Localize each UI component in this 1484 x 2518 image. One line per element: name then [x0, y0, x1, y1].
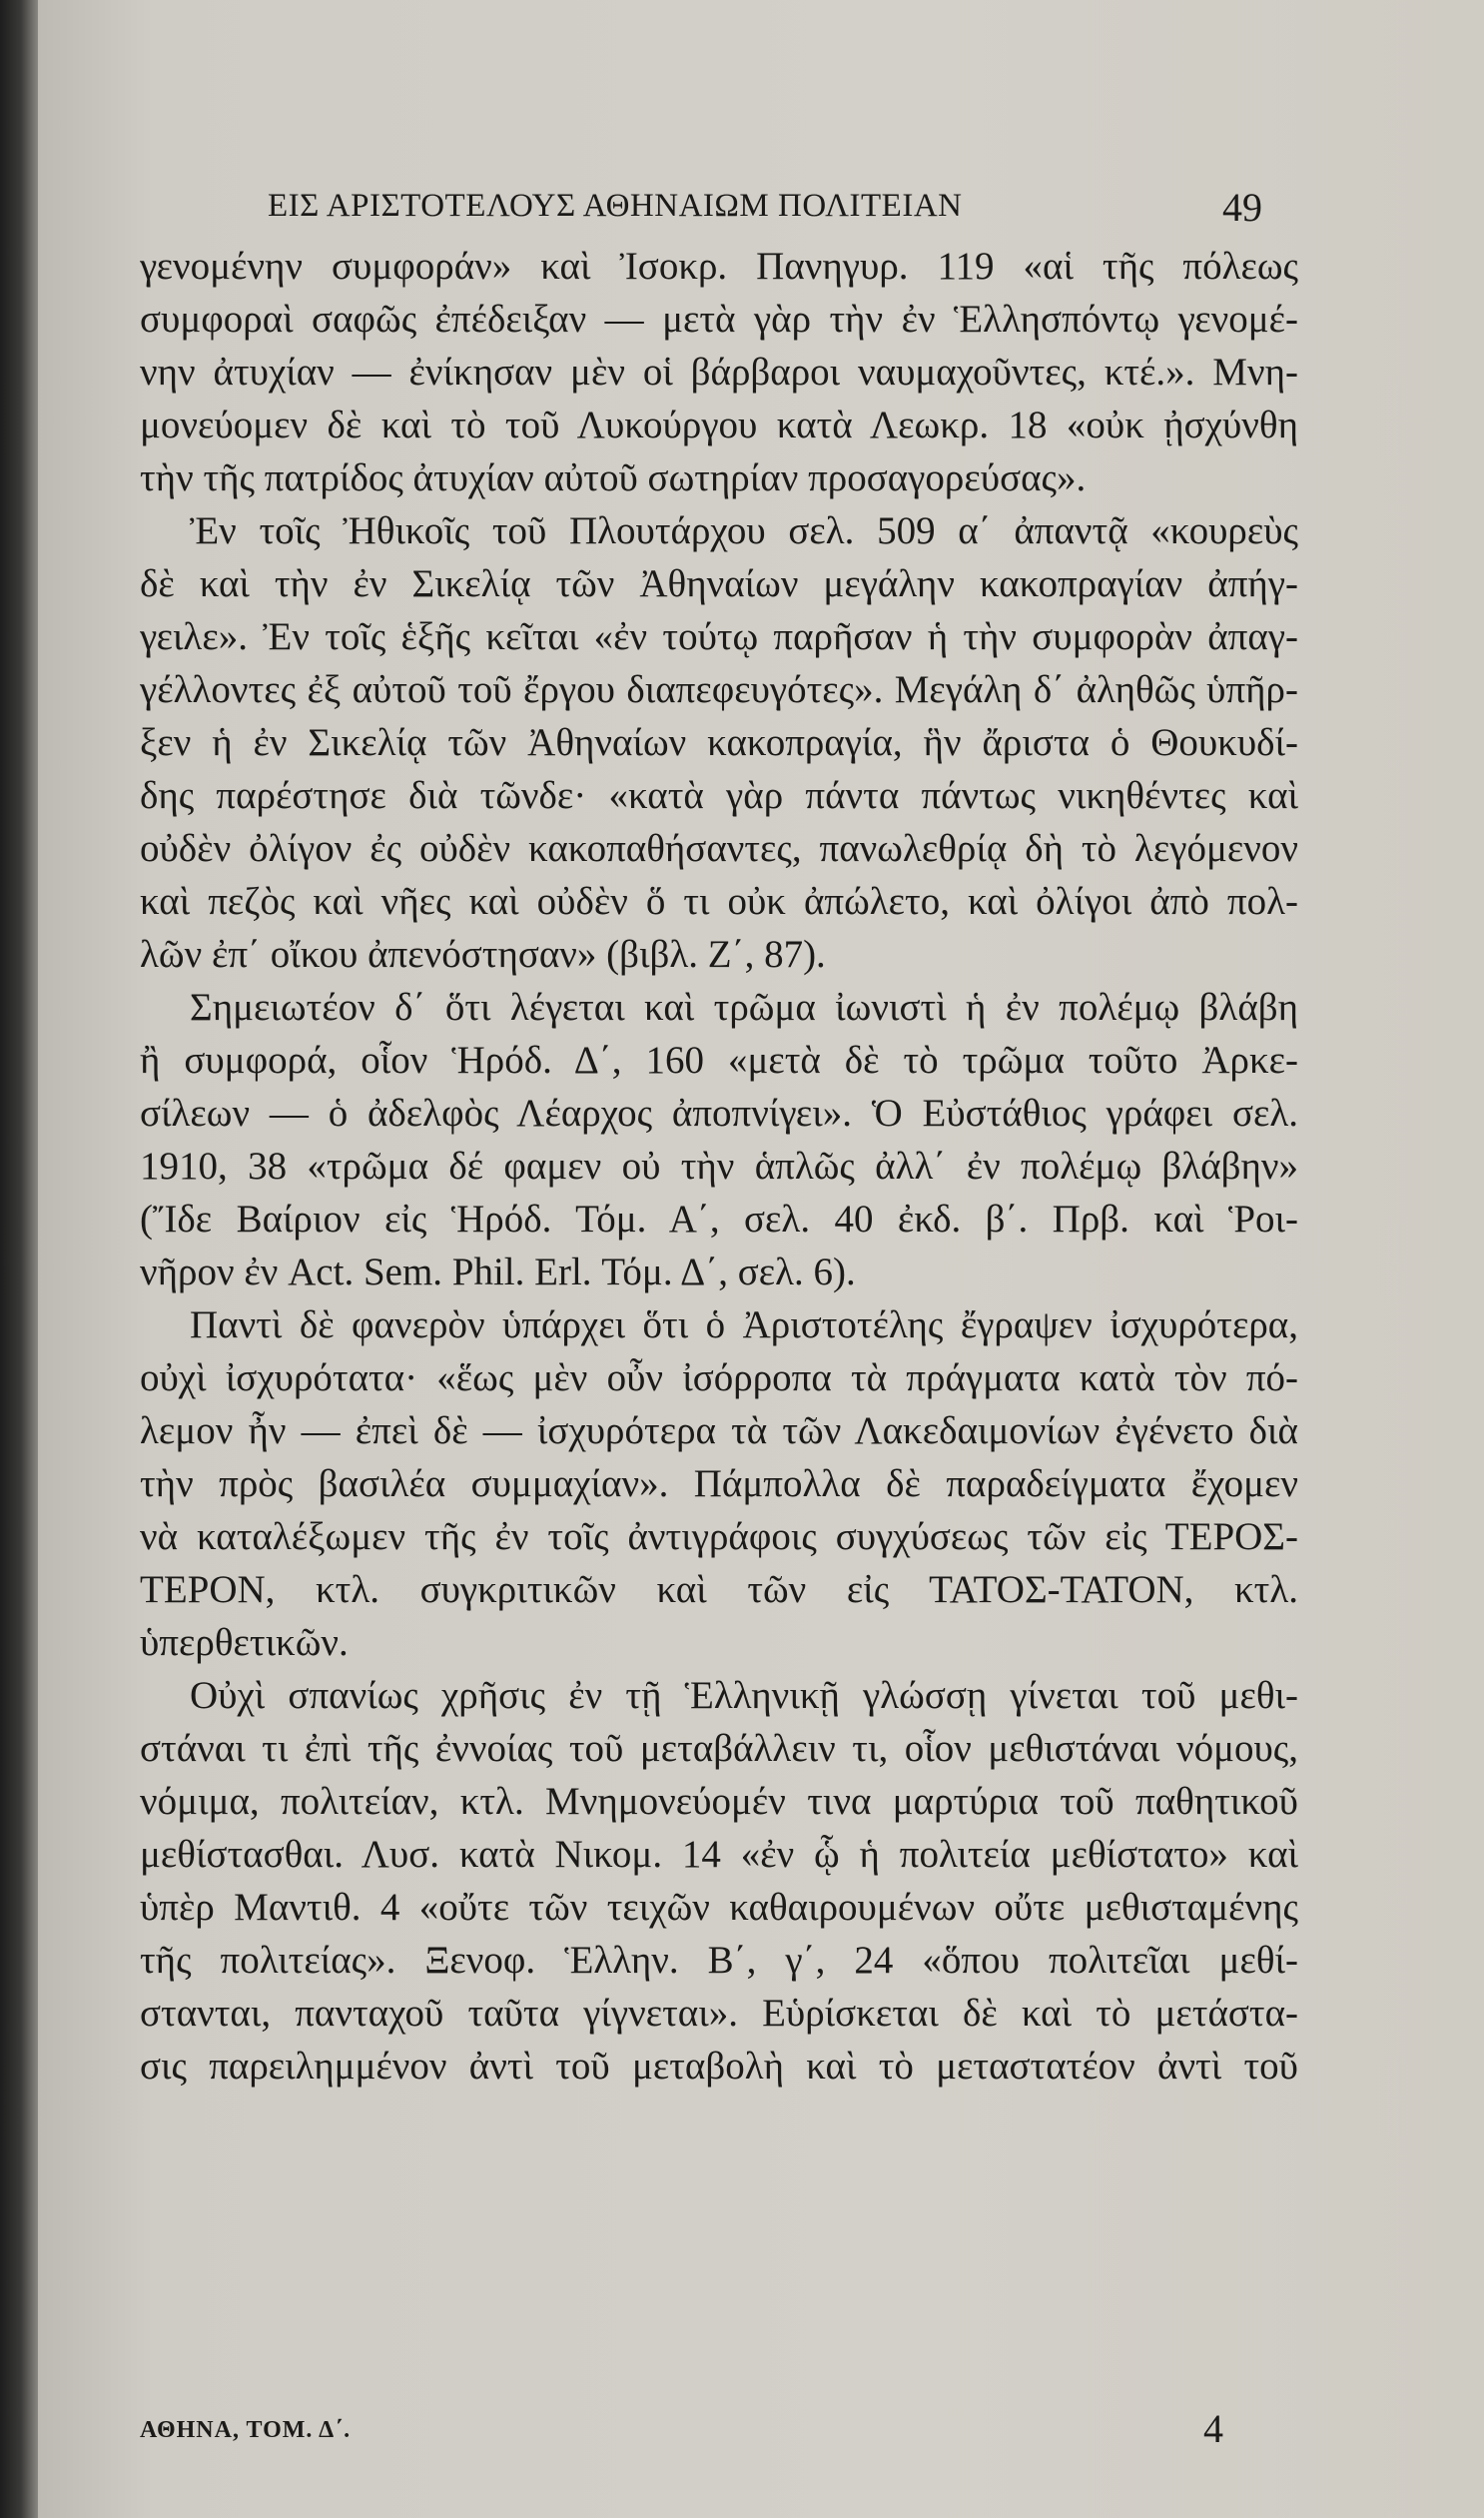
text-line: καὶ πεζὸς καὶ νῆες καὶ οὐδὲν ὅ τι οὐκ ἀπώλετο, καὶ ὀλίγοι ἀπὸ πολ-: [140, 880, 1298, 923]
text-line: στανται, πανταχοῦ ταῦτα γίγνεται». Εὑρίσκεται δὲ καὶ τὸ μετάστα-: [140, 1992, 1298, 2035]
text-line: δης παρέστησε διὰ τῶνδε· «κατὰ γὰρ πάντα πάντως νικηθέντες καὶ: [140, 774, 1298, 817]
text-line: νῆρον ἐν Act. Sem. Phil. Erl. Τόμ. Δ΄, σελ. 6).: [140, 1251, 856, 1293]
text-line: Σημειωτέον δ΄ ὅτι λέγεται καὶ τρῶμα ἰωνιστὶ ἡ ἐν πολέμῳ βλάβη: [190, 986, 1298, 1029]
text-line: τὴν τῆς πατρίδος ἀτυχίαν αὐτοῦ σωτηρίαν προσαγορεύσας».: [140, 456, 1087, 499]
signature-number: 4: [1203, 2406, 1223, 2451]
text-line: οὐδὲν ὀλίγον ἐς οὐδὲν κακοπαθήσαντες, πανωλεθρίᾳ δὴ τὸ λεγόμενον: [140, 827, 1298, 870]
text-line: νην ἀτυχίαν — ἐνίκησαν μὲν οἱ βάρβαροι ναυμαχοῦντες, κτέ.». Μνη-: [140, 351, 1298, 394]
page-footer: [140, 2406, 1298, 2457]
text-line: ἢ συμφορά, οἷον Ἡρόδ. Δ΄, 160 «μετὰ δὲ τὸ τρῶμα τοῦτο Ἀρκε-: [140, 1039, 1298, 1082]
running-title: ΕΙΣ ΑΡΙΣΤΟΤΕΛΟΥΣ ΑΘΗΝΑΙΩΜ ΠΟΛΙΤΕΙΑΝ: [268, 188, 963, 224]
text-line: 1910, 38 «τρῶμα δέ φαμεν οὐ τὴν ἁπλῶς ἀλλ΄ ἐν πολέμῳ βλάβην»: [140, 1145, 1298, 1188]
text-line: οὐχὶ ἰσχυρότατα· «ἕως μὲν οὖν ἰσόρροπα τὰ πράγματα κατὰ τὸν πό-: [140, 1356, 1298, 1399]
text-line: ΤΕΡΟΝ, κτλ. συγκριτικῶν καὶ τῶν εἰς ΤΑΤΟΣ-ΤΑΤΟΝ, κτλ.: [140, 1568, 1298, 1611]
text-line: λῶν ἐπ΄ οἴκου ἀπενόστησαν» (βιβλ. Ζ΄, 87).: [140, 933, 826, 976]
page-header: [38, 185, 1484, 230]
text-line: δὲ καὶ τὴν ἐν Σικελίᾳ τῶν Ἀθηναίων μεγάλην κακοπραγίαν ἀπήγ-: [140, 562, 1298, 605]
text-line: γέλλοντες ἐξ αὐτοῦ τοῦ ἔργου διαπεφευγότες». Μεγάλη δ΄ ἀληθῶς ὑπῆρ-: [140, 668, 1298, 711]
text-line: στάναι τι ἐπὶ τῆς ἐννοίας τοῦ μεταβάλλειν τι, οἷον μεθιστάναι νόμους,: [140, 1727, 1298, 1770]
text-line: ὑπὲρ Μαντιθ. 4 «οὔτε τῶν τειχῶν καθαιρουμένων οὔτε μεθισταμένης: [140, 1886, 1298, 1929]
text-line: (Ἴδε Βαίριον εἰς Ἡρόδ. Τόμ. Α΄, σελ. 40 ἐκδ. β΄. Πρβ. καὶ Ῥοι-: [140, 1198, 1298, 1241]
text-line: σις παρειλημμένον ἀντὶ τοῦ μεταβολὴ καὶ τὸ μεταστατέον ἀντὶ τοῦ: [140, 2045, 1298, 2088]
signature-mark: ΑΘΗΝΑ, ΤΟΜ. Δ΄.: [140, 2417, 352, 2443]
text-line: σίλεων — ὁ ἀδελφὸς Λέαρχος ἀποπνίγει». Ὁ Εὐστάθιος γράφει σελ.: [140, 1092, 1298, 1135]
text-line: λεμον ἦν — ἐπεὶ δὲ — ἰσχυρότερα τὰ τῶν Λακεδαιμονίων ἐγένετο διὰ: [140, 1409, 1298, 1452]
text-line: γειλε». Ἐν τοῖς ἑξῆς κεῖται «ἐν τούτῳ παρῆσαν ἡ τὴν συμφορὰν ἀπαγ-: [140, 615, 1298, 658]
book-spine-shadow: [0, 0, 38, 2518]
text-line: μεθίστασθαι. Λυσ. κατὰ Νικομ. 14 «ἐν ᾧ ἡ πολιτεία μεθίστατο» καὶ: [140, 1833, 1298, 1876]
text-line: νὰ καταλέξωμεν τῆς ἐν τοῖς ἀντιγράφοις συγχύσεως τῶν εἰς ΤΕΡΟΣ-: [140, 1515, 1298, 1558]
text-line: συμφοραὶ σαφῶς ἐπέδειξαν — μετὰ γὰρ τὴν ἐν Ἑλλησπόντῳ γενομέ-: [140, 298, 1298, 341]
text-line: γενομένην συμφοράν» καὶ Ἰσοκρ. Πανηγυρ. 119 «αἱ τῆς πόλεως: [140, 245, 1298, 288]
text-line: μονεύομεν δὲ καὶ τὸ τοῦ Λυκούργου κατὰ Λεωκρ. 18 «οὐκ ᾐσχύνθη: [140, 404, 1298, 446]
text-line: νόμιμα, πολιτείαν, κτλ. Μνημονεύομέν τινα μαρτύρια τοῦ παθητικοῦ: [140, 1780, 1298, 1823]
text-line: τὴν πρὸς βασιλέα συμμαχίαν». Πάμπολλα δὲ παραδείγματα ἔχομεν: [140, 1462, 1298, 1505]
page-number: 49: [1222, 185, 1262, 230]
text-line: Οὐχὶ σπανίως χρῆσις ἐν τῇ Ἑλληνικῇ γλώσσῃ γίνεται τοῦ μεθι-: [190, 1674, 1298, 1717]
book-page: [38, 0, 1484, 2518]
text-line: Ἐν τοῖς Ἠθικοῖς τοῦ Πλουτάρχου σελ. 509 α΄ ἀπαντᾷ «κουρεὺς: [190, 509, 1298, 552]
text-line: τῆς πολιτείας». Ξενοφ. Ἑλλην. Β΄, γ΄, 24 «ὅπου πολιτεῖαι μεθί-: [140, 1939, 1298, 1982]
body-text: [140, 240, 1298, 2093]
text-line: ὑπερθετικῶν.: [140, 1621, 349, 1664]
text-line: Παντὶ δὲ φανερὸν ὑπάρχει ὅτι ὁ Ἀριστοτέλης ἔγραψεν ἰσχυρότερα,: [190, 1303, 1298, 1346]
text-line: ξεν ἡ ἐν Σικελίᾳ τῶν Ἀθηναίων κακοπραγία, ἣν ἄριστα ὁ Θουκυδί-: [140, 721, 1298, 764]
